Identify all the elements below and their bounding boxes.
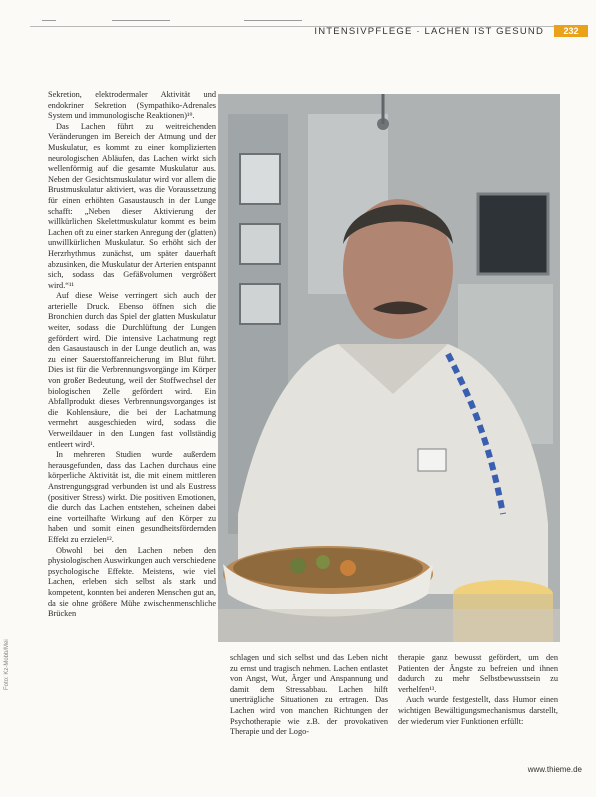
paragraph: Auch wurde festgestellt, dass Humor einen wichtigen Bewältigungsmechanismus darstellt, der wiederum vier Funktionen erfüllt: bbox=[398, 695, 558, 726]
text-column-1 bbox=[48, 90, 216, 620]
patient-photo bbox=[218, 94, 560, 642]
paragraph: Das Lachen führt zu weitreichenden Veränderungen im Bereich der Atmung und der Muskulatur, es kommt zu einer komplizierten neurologischen Abläufen, das Lachen wirkt sich wellenförmig auf die gesamte Muskulatur aus. Neben der Gesichtsmuskulatur wird vor allem die Brustmuskulatur aktiviert, was die Voraussetzung für einen erhöhten Gasaustausch in der Lunge schafft: „Neben dieser Aktivierung der willkürlichen Skelettmuskulatur kommt es beim Lachen oft zu einer starken Anregung der (glatten) unwillkürlichen Muskulatur. So erhöht sich der Herzrhythmus zunächst, um später dauerhaft abzusinken, die Muskulatur der Arterien entspannt sich, sodass das Gefäßvolumen vergrößert wird.“¹¹ bbox=[48, 121, 216, 290]
section-title: INTENSIVPFLEGE · LACHEN IST GESUND bbox=[314, 26, 544, 37]
paragraph: Auf diese Weise verringert sich auch der arterielle Druck. Ebenso öffnen sich die Bronchien durch das Spiel der glatten Muskulatur weiter, sodass die Durchlüftung der Lungen gefördert wird. Die intensive Lachatmung regt den Gasaustausch in der Lunge deutlich an, was zu einer Sauerstoffanreicherung im Blut führt. Dies ist für die Verbrennungsvorgänge im Körper von großer Bedeutung, weil der Stoffwechsel der biologischen Zelle gefördert wird. Ein Abfallprodukt dieses Verbrennungsvorganges ist die Kohlensäure, die bei der Lachatmung vermehrt ausgeschieden wird, sodass die Verweildauer in den Lungen fast vollständig entleert wird¹. bbox=[48, 291, 216, 449]
text-column-2 bbox=[230, 653, 388, 738]
paragraph: Obwohl bei den Lachen neben den physiologischen Auswirkungen auch verschiedene psychologische Effekte. Meistens, wie viel Lachen, erleben sich selbst als stark und kompetent, konnten bei anderen Menschen gut an, da sie ohne größere Mühe zwischenmenschliche Brücken bbox=[48, 545, 216, 619]
text-column-3 bbox=[398, 653, 558, 727]
paragraph: Sekretion, elektrodermaler Aktivität und endokriner Sekretion (Sympathiko-Adrenales System und immunologische Reaktionen)¹⁹. bbox=[48, 90, 216, 121]
header-tick-right bbox=[244, 20, 302, 21]
header-tick-left bbox=[42, 20, 56, 21]
paragraph: therapie ganz bewusst gefördert, um den Patienten der Ängste zu befreien und ihnen dadurch zu mehr Selbstbewusstsein zu verhelfen¹³. bbox=[398, 653, 558, 694]
photo-credit: Foto: Kz-Mobb/Mei bbox=[4, 639, 10, 690]
page-number: 232 bbox=[554, 25, 588, 37]
paragraph: In mehreren Studien wurde außerdem herausgefunden, dass das Lachen durchaus eine körperliche Aktivität ist, die mit einem mittleren Anstrengungsgrad verbunden ist und als Eustress (positiver Stress) wirkt. Die positiven Emotionen, die durch das Lachen entstehen, scheinen dabei eine vorteilhafte Wirkung auf den Körper zu haben und somit einen gesundheitsfördernden Effekt zu erzielen¹². bbox=[48, 450, 216, 544]
paragraph: schlagen und sich selbst und das Leben nicht zu ernst und tragisch nehmen. Lachen entlastet von Angst, Wut, Ärger und Anspannung und damit dem Stressabbau. Lachen hilft unerträgliche Situationen zu ertragen. Das Lachen wird von manchen Richtungen der Psychotherapie wie z.B. der provokativen Therapie und der Logo- bbox=[230, 653, 388, 737]
footer-url: www.thieme.de bbox=[527, 765, 582, 774]
header-tick-mid bbox=[112, 20, 170, 21]
